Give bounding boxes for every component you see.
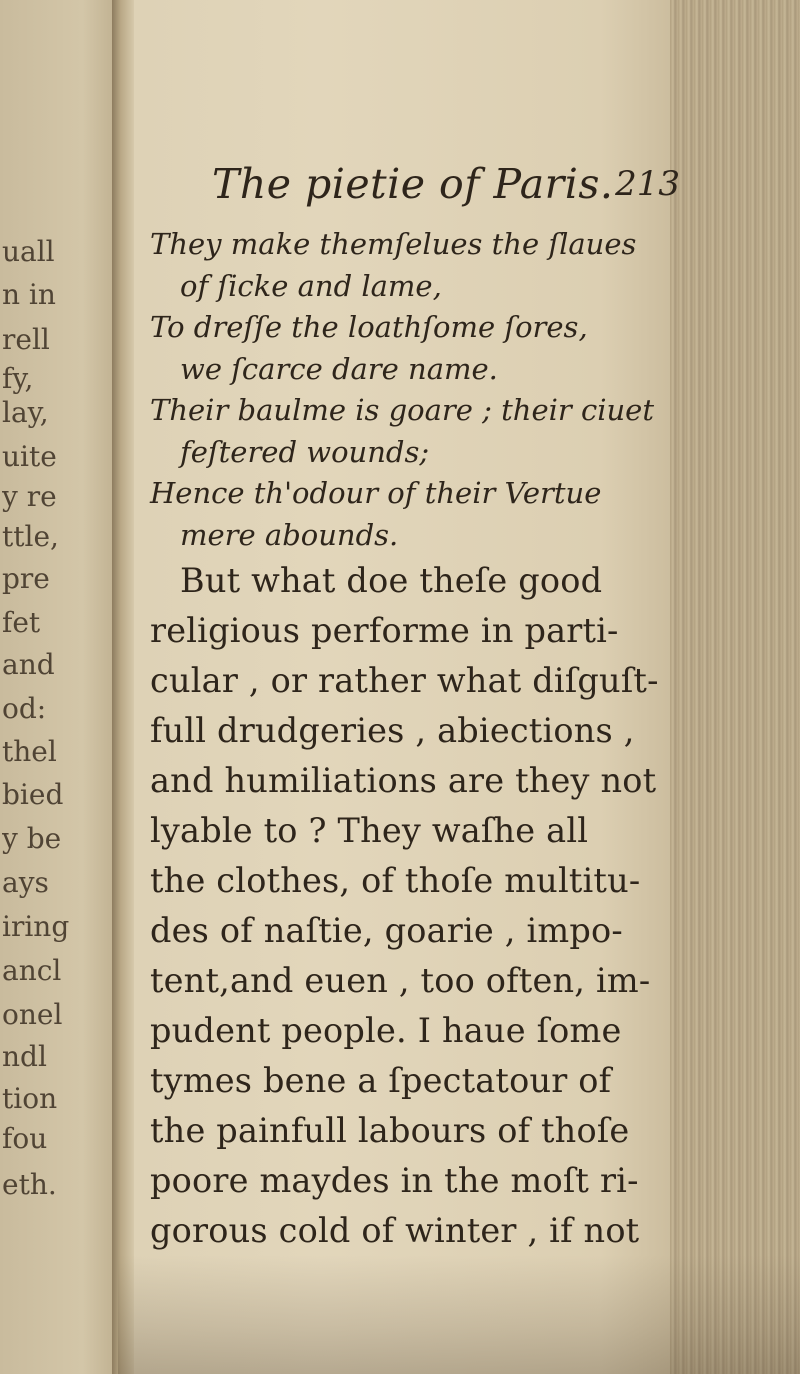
- facing-page-fragment: ndl: [2, 1040, 47, 1073]
- facing-page-fragment: uall: [2, 235, 55, 268]
- facing-page-fragment: fou: [2, 1122, 48, 1155]
- prose-line: des of naſtie, goarie , impo-: [150, 911, 623, 950]
- facing-page-fragment: od:: [2, 692, 47, 725]
- prose-line: and humiliations are they not: [150, 761, 657, 800]
- verse-line: To dreſſe the loathſome ſores,: [150, 310, 588, 344]
- prose-line: tymes bene a ſpectatour of: [150, 1061, 612, 1100]
- facing-page-fragment: fy,: [2, 362, 34, 395]
- verse-line: of ſicke and lame,: [180, 268, 442, 303]
- facing-page-fragment: and: [2, 648, 55, 681]
- facing-page-fragment: y be: [2, 822, 62, 855]
- bottom-shadow: [118, 1255, 800, 1374]
- verse-line: feſtered wounds;: [180, 434, 430, 469]
- prose-line: poore maydes in the moſt ri-: [150, 1161, 639, 1200]
- verse-line: Hence th'odour of their Vertue: [150, 476, 602, 510]
- facing-page-fragment: n in: [2, 278, 56, 311]
- book-gutter: [112, 0, 134, 1374]
- prose-line: cular , or rather what diſguſt-: [150, 661, 659, 700]
- facing-page-fragment: ancl: [2, 954, 62, 987]
- facing-page-fragment: rell: [2, 323, 50, 356]
- verse-line: mere abounds.: [180, 517, 399, 552]
- facing-page-fragment: lay,: [2, 396, 49, 429]
- facing-page-fragment: ttle,: [2, 520, 59, 553]
- facing-page-edge: [0, 0, 118, 1374]
- page-text-block: [150, 160, 680, 1256]
- verse-line: They make themſelues the ſlaues: [150, 227, 637, 261]
- facing-page-fragment: fet: [2, 606, 41, 639]
- prose-line: the clothes, of thoſe multitu-: [150, 861, 641, 900]
- facing-page-fragment: uite: [2, 440, 57, 473]
- facing-page-fragment: tion: [2, 1082, 58, 1115]
- verse-line: Their baulme is goare ; their ciuet: [150, 393, 655, 427]
- facing-page-fragment: onel: [2, 998, 63, 1031]
- running-head: The pietie of Paris.: [212, 160, 614, 208]
- facing-page-fragment: iring: [2, 910, 70, 943]
- facing-page-fragment: pre: [2, 562, 50, 595]
- prose-line: the painfull labours of thoſe: [150, 1111, 630, 1150]
- page-stack-edge: [670, 0, 800, 1374]
- page-header: [150, 160, 680, 220]
- prose-line: full drudgeries , abiections ,: [150, 711, 635, 750]
- prose-line: gorous cold of winter , if not: [150, 1211, 640, 1250]
- prose-line: religious performe in parti-: [150, 611, 619, 650]
- prose-block: [150, 556, 680, 1256]
- facing-page-fragment: eth.: [2, 1168, 57, 1201]
- prose-line: lyable to ? They waſhe all: [150, 811, 589, 850]
- prose-line: But what doe theſe good: [180, 561, 603, 600]
- verse-line: we ſcarce dare name.: [180, 351, 498, 386]
- verse-block: [150, 224, 680, 556]
- page-number: 213: [615, 164, 680, 204]
- facing-page-fragment: thel: [2, 735, 57, 768]
- prose-line: tent,and euen , too often, im-: [150, 961, 651, 1000]
- facing-page-fragment: bied: [2, 778, 64, 811]
- facing-page-fragment: ays: [2, 866, 49, 899]
- prose-line: pudent people. I haue ſome: [150, 1011, 622, 1050]
- facing-page-fragment: y re: [2, 480, 57, 513]
